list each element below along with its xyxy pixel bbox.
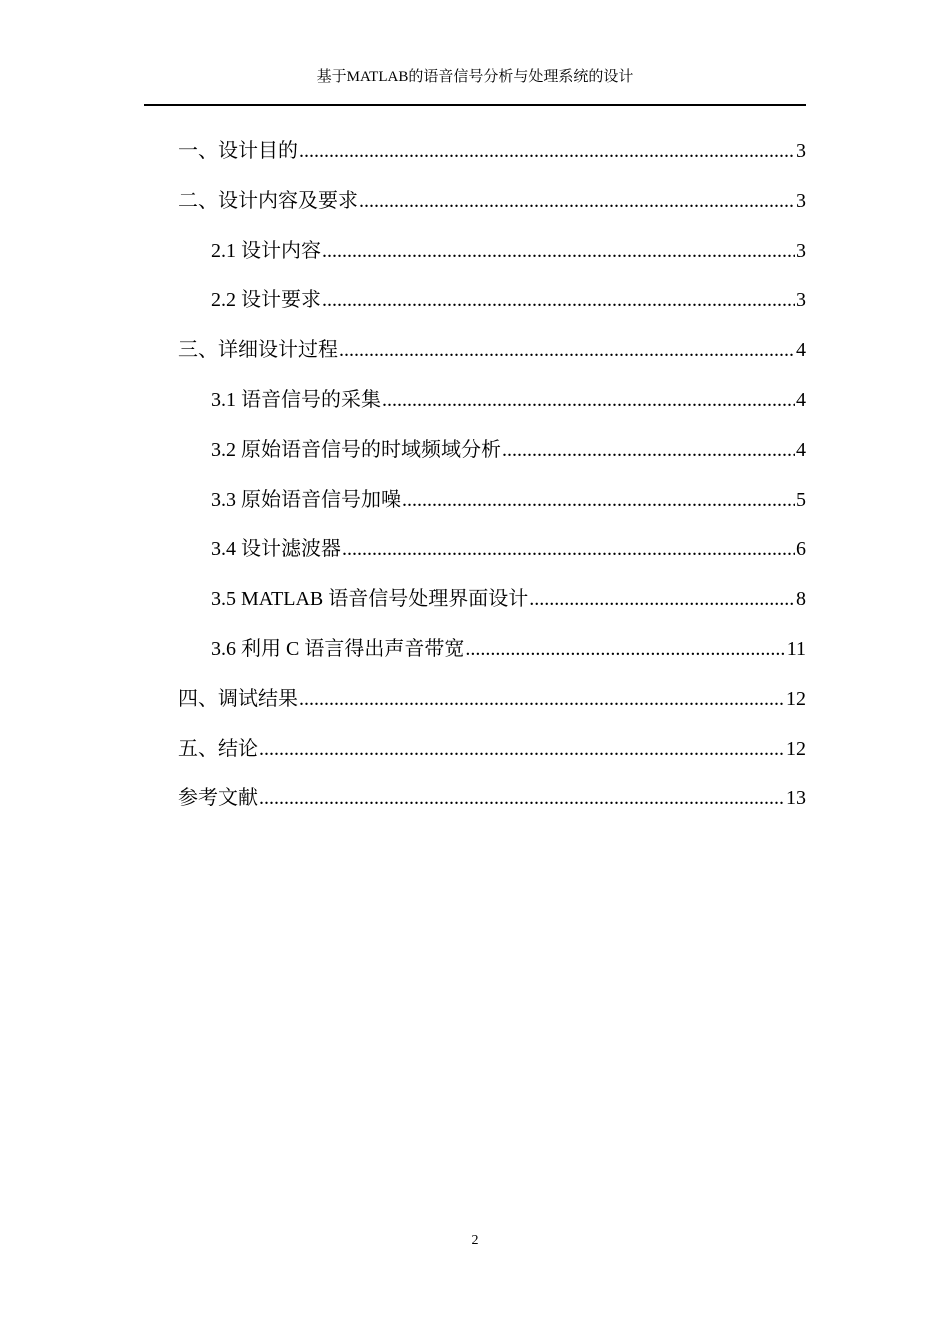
toc-dot-leader — [382, 385, 795, 415]
toc-entry-references[interactable] — [178, 783, 806, 833]
toc-entry-page: 11 — [786, 637, 806, 660]
toc-entry-page: 12 — [786, 687, 806, 710]
toc-entry-page: 5 — [796, 488, 806, 511]
toc-entry-title: 2.2 设计要求 — [211, 289, 321, 312]
running-header: 基于MATLAB的语音信号分析与处理系统的设计 — [316, 69, 634, 85]
header-rule — [144, 104, 806, 106]
toc-entry-page: 4 — [796, 438, 806, 461]
toc-entry-title: 三、详细设计过程 — [178, 339, 338, 362]
toc-dot-leader — [402, 485, 795, 515]
toc-dot-leader — [259, 783, 785, 813]
toc-entry-title: 3.2 原始语音信号的时域频域分析 — [211, 438, 501, 461]
page-number: 2 — [471, 1233, 479, 1248]
toc-entry-title: 参考文献 — [178, 787, 258, 810]
toc-entry-3-3[interactable] — [178, 485, 806, 535]
toc-entry-page: 3 — [796, 289, 806, 312]
toc-entry-page: 6 — [796, 538, 806, 561]
toc-entry-3-4[interactable] — [178, 534, 806, 584]
toc-entry-2-2[interactable] — [178, 285, 806, 335]
toc-entry-page: 4 — [796, 339, 806, 362]
toc-entry-detailed-design[interactable] — [178, 335, 806, 385]
toc-entry-3-6[interactable] — [178, 634, 806, 684]
toc-dot-leader — [259, 734, 785, 764]
toc-dot-leader — [322, 236, 795, 266]
toc-dot-leader — [299, 136, 795, 166]
toc-entry-title: 3.1 语音信号的采集 — [211, 388, 381, 411]
toc-entry-title: 3.5 MATLAB 语音信号处理界面设计 — [211, 588, 529, 611]
toc-dot-leader — [359, 186, 795, 216]
toc-entry-page: 3 — [796, 140, 806, 162]
toc-dot-leader — [529, 584, 795, 614]
toc-entry-title: 3.6 利用 C 语言得出声音带宽 — [211, 637, 465, 660]
toc-dot-leader — [339, 335, 795, 365]
toc-entry-title: 一、设计目的 — [178, 140, 298, 162]
toc-entry-page: 8 — [796, 588, 806, 611]
toc-entry-page: 12 — [786, 737, 806, 760]
toc-entry-debug-results[interactable] — [178, 684, 806, 734]
toc-dot-leader — [502, 435, 795, 465]
toc-entry-2-1[interactable] — [178, 236, 806, 286]
toc-entry-page: 4 — [796, 388, 806, 411]
toc-entry-title: 二、设计内容及要求 — [178, 189, 358, 212]
table-of-contents — [178, 136, 806, 833]
toc-entry-3-1[interactable] — [178, 385, 806, 435]
toc-entry-design-purpose[interactable] — [178, 136, 806, 186]
toc-entry-title: 2.1 设计内容 — [211, 239, 321, 262]
toc-entry-3-2[interactable] — [178, 435, 806, 485]
toc-entry-page: 3 — [796, 189, 806, 212]
toc-entry-page: 3 — [796, 239, 806, 262]
toc-entry-3-5[interactable] — [178, 584, 806, 634]
toc-entry-page: 13 — [786, 787, 806, 810]
toc-dot-leader — [322, 285, 795, 315]
toc-entry-design-content-requirements[interactable] — [178, 186, 806, 236]
toc-entry-title: 四、调试结果 — [178, 687, 298, 710]
toc-entry-title: 五、结论 — [178, 737, 258, 760]
toc-dot-leader — [299, 684, 785, 714]
toc-dot-leader — [465, 634, 785, 664]
toc-entry-title: 3.3 原始语音信号加噪 — [211, 488, 401, 511]
toc-entry-title: 3.4 设计滤波器 — [211, 538, 341, 561]
toc-dot-leader — [342, 534, 795, 564]
toc-entry-conclusion[interactable] — [178, 734, 806, 784]
